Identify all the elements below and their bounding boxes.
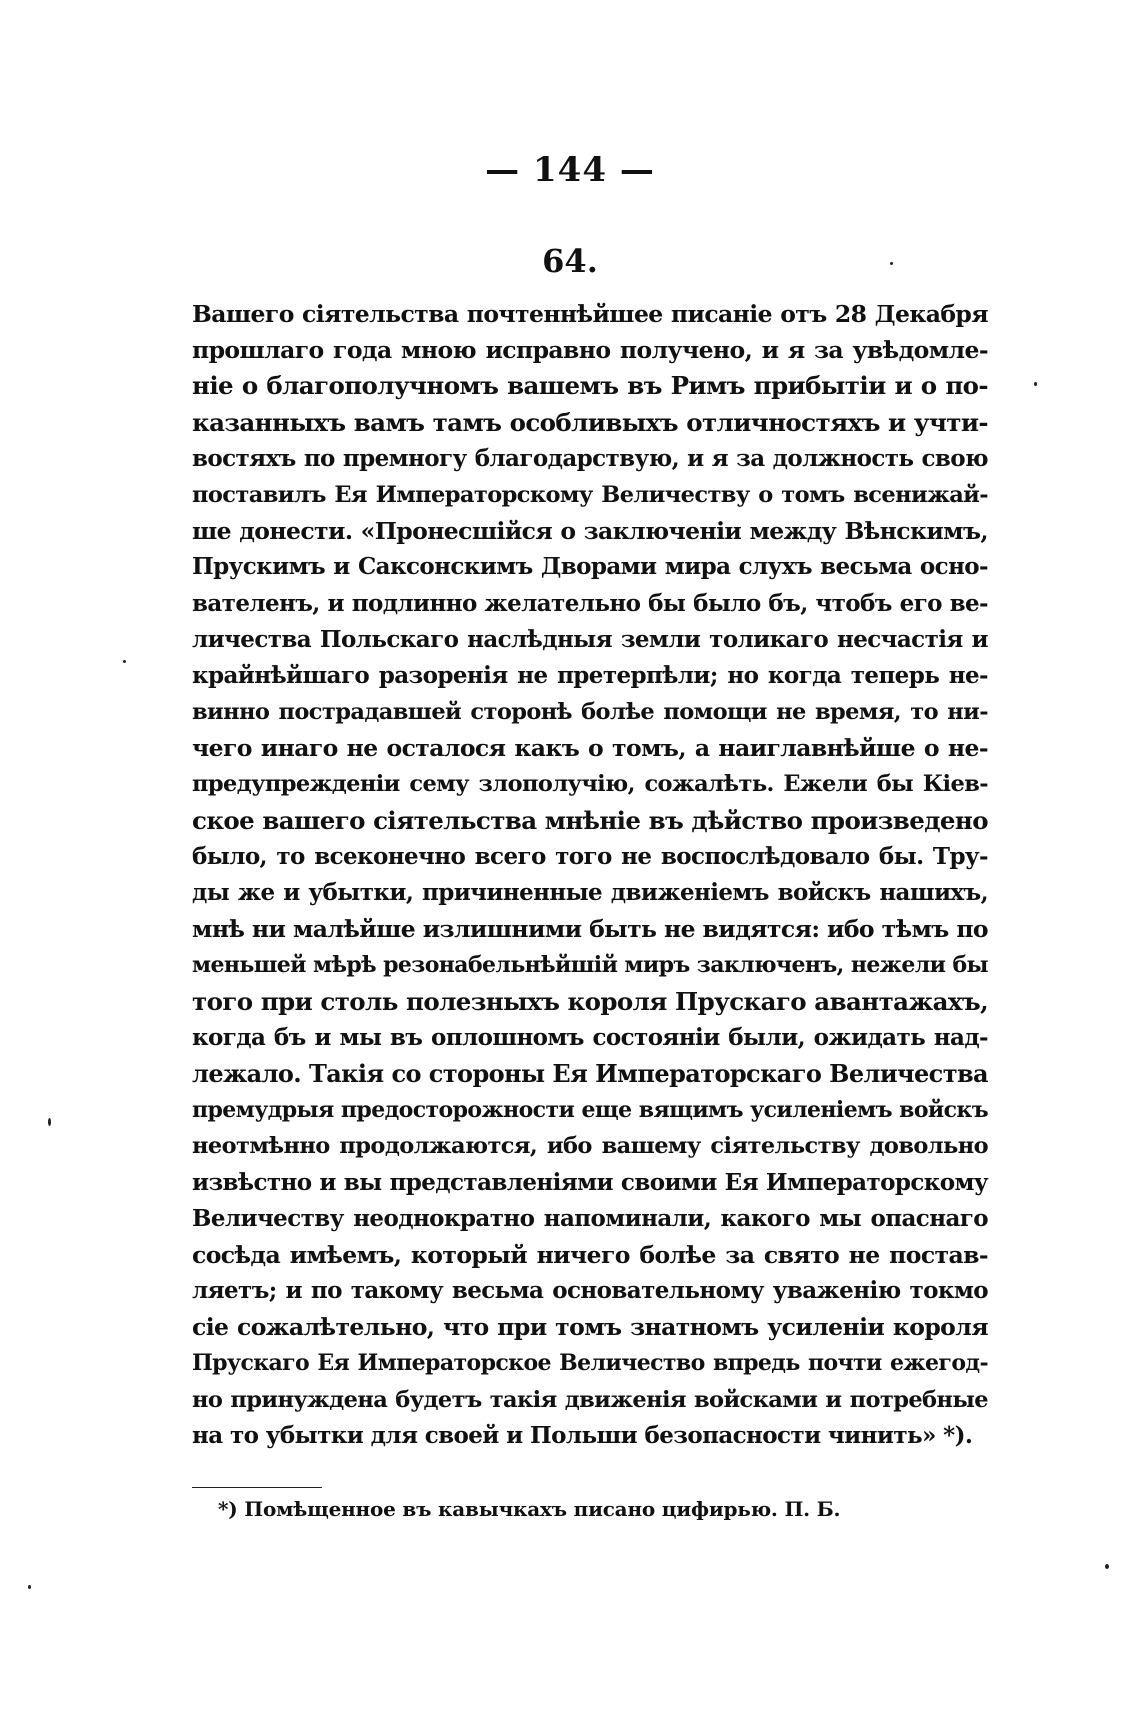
body-line: Прускимъ и Саксонскимъ Дворами мира слухъ весьма осно- (192, 553, 988, 581)
scan-speck (1034, 382, 1037, 386)
body-line: когда бъ и мы въ оплошномъ состояніи были, ожидать над- (192, 1023, 988, 1051)
body-line: востяхъ по премногу благодарствую, и я за должность свою (192, 444, 988, 472)
body-line: мнѣ ни малѣйше излишними быть не видятся: ибо тѣмъ по (192, 915, 988, 944)
body-line: но принуждена будетъ такія движенія войсками и потребные (192, 1386, 988, 1413)
body-line: поставилъ Ея Императорскому Величеству о томъ всенижай- (192, 481, 988, 508)
body-line: Прускаго Ея Императорское Величество впредь почти ежегод- (192, 1350, 988, 1377)
body-line: того при столь полезныхъ короля Прускаго авантажахъ, (192, 986, 988, 1016)
body-line: меньшей мѣрѣ резонабельнѣйшій миръ заключенъ, нежели бы (192, 952, 988, 979)
body-line: неотмѣнно продолжаются, ибо вашему сіятельству довольно (192, 1133, 988, 1160)
body-line: премудрыя предосторожности еще вящимъ усиленіемъ войскъ (192, 1097, 988, 1124)
letter-body (192, 296, 988, 1454)
body-line: вателенъ, и подлинно желательно бы было бъ, чтобъ его ве- (192, 589, 988, 617)
scan-speck (123, 660, 126, 663)
body-line: ше донести. «Пронесшійся о заключеніи между Вѣнскимъ, (192, 517, 988, 546)
body-line: личества Польскаго наслѣдныя земли толикаго несчастія и (192, 625, 988, 653)
body-line: чего инаго не осталося какъ о томъ, а наиглавнѣйше о не- (192, 734, 988, 763)
body-line: казанныхъ вамъ тамъ особливыхъ отличностяхъ и учти- (192, 407, 988, 437)
body-line: на то убытки для своей и Польши безопасности чинить» *). (192, 1421, 973, 1449)
footnote: *) Помѣщенное въ кавычкахъ писано цифирью. П. Б. (218, 1497, 841, 1521)
body-line: сіе сожалѣтельно, что при томъ знатномъ усиленіи короля (192, 1313, 988, 1342)
footnote-divider (192, 1487, 322, 1488)
body-line: прошлаго года мною исправно получено, и я за увѣдомле- (192, 336, 988, 365)
page-number: — 144 — (485, 150, 655, 190)
body-line: ское вашего сіятельства мнѣніе въ дѣйство произведено (192, 805, 988, 835)
scan-speck (28, 1585, 31, 1589)
scan-speck (1105, 1564, 1109, 1569)
body-line: сосѣда имѣемъ, который ничего болѣе за свято не постав- (192, 1240, 988, 1269)
body-line: крайнѣйшаго разоренія не претерпѣли; но когда теперь не- (192, 661, 988, 689)
body-line: ляетъ; и по такому весьма основательному уваженію токмо (192, 1277, 988, 1305)
body-line: было, то всеконечно всего того не воспослѣдовало бы. Тру- (192, 842, 988, 870)
body-line: извѣстно и вы представленіями своими Ея Императорскому (192, 1168, 988, 1196)
body-line: ды же и убытки, причиненные движеніемъ войскъ нашихъ, (192, 879, 988, 906)
body-line: Вашего сіятельства почтеннѣйшее писаніе отъ 28 Декабря (192, 300, 988, 328)
scan-speck (48, 1118, 51, 1126)
body-line: ніе о благополучномъ вашемъ въ Римъ прибытіи и о по- (192, 371, 988, 401)
body-line: Величеству неоднократно напоминали, какого мы опаснаго (192, 1204, 988, 1232)
body-line: лежало. Такія со стороны Ея Императорскаго Величества (192, 1058, 988, 1088)
body-line: винно пострадавшей сторонѣ болѣе помощи не время, то ни- (192, 699, 988, 726)
letter-number: 64. (542, 242, 598, 280)
body-line: предупрежденіи сему злополучію, сожалѣть. Ежели бы Кіев- (192, 771, 988, 798)
scan-speck (890, 262, 893, 265)
